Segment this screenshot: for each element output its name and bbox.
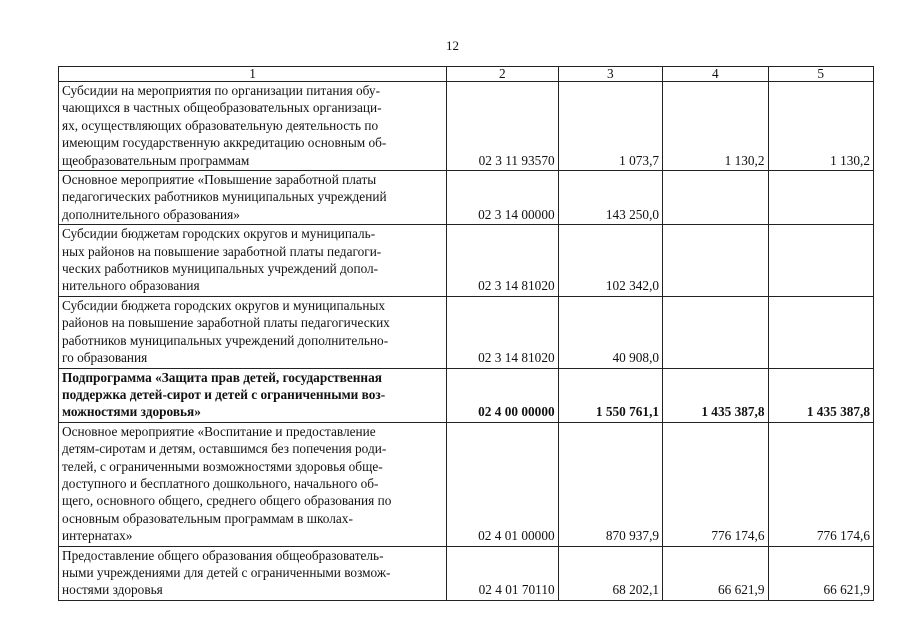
row-value-col4: 66 621,9 — [663, 546, 768, 600]
row-name-cell: Субсидии бюджета городских округов и муниципальных районов на повышение заработной платы педагогических работников муниципальных учреждений дополнительно- го образования — [59, 296, 447, 368]
row-value-col5 — [768, 171, 874, 225]
row-name-cell: Предоставление общего образования общеобразователь- ными учреждениями для детей с ограниченными возмож- ностями здоровья — [59, 546, 447, 600]
row-value-col5 — [768, 296, 874, 368]
column-header-4: 4 — [663, 67, 768, 82]
column-header-2: 2 — [447, 67, 559, 82]
row-value-col3: 40 908,0 — [558, 296, 662, 368]
table-row — [59, 368, 874, 422]
row-value-col5: 776 174,6 — [768, 422, 874, 546]
row-value-col4: 1 435 387,8 — [663, 368, 768, 422]
row-value-col4 — [663, 296, 768, 368]
table-row — [59, 546, 874, 600]
row-code-cell: 02 3 14 00000 — [447, 171, 559, 225]
row-name-cell: Подпрограмма «Защита прав детей, государственная поддержка детей-сирот и детей с ограниченными воз- можностями здоровья» — [59, 368, 447, 422]
table-row — [59, 422, 874, 546]
row-code-cell: 02 3 11 93570 — [447, 82, 559, 171]
row-value-col4: 776 174,6 — [663, 422, 768, 546]
row-code-cell: 02 3 14 81020 — [447, 296, 559, 368]
row-code-cell: 02 4 01 00000 — [447, 422, 559, 546]
row-value-col3: 1 550 761,1 — [558, 368, 662, 422]
row-value-col5: 1 435 387,8 — [768, 368, 874, 422]
row-value-col3: 102 342,0 — [558, 225, 662, 297]
row-code-cell: 02 4 00 00000 — [447, 368, 559, 422]
row-name-cell: Основное мероприятие «Воспитание и предоставление детям-сиротам и детям, оставшимся без попечения роди- телей, с ограниченными возможностями здоровья обще- доступного и бесплатного дошкольного, начального об- щего, основного общего, среднего общего образования по основным образовательным программам в школах- интернатах» — [59, 422, 447, 546]
row-name-cell: Субсидии на мероприятия по организации питания обу- чающихся в частных общеобразовательных организаци- ях, осуществляющих образовательную деятельность по имеющим государственную аккредитацию основным об- щеобразовательным программам — [59, 82, 447, 171]
table-row — [59, 171, 874, 225]
page-number: 12 — [446, 38, 459, 53]
row-code-cell: 02 3 14 81020 — [447, 225, 559, 297]
column-header-3: 3 — [558, 67, 662, 82]
row-value-col5 — [768, 225, 874, 297]
table-row — [59, 296, 874, 368]
row-value-col3: 870 937,9 — [558, 422, 662, 546]
row-value-col3: 68 202,1 — [558, 546, 662, 600]
row-value-col3: 143 250,0 — [558, 171, 662, 225]
column-header-1: 1 — [59, 67, 447, 82]
row-value-col4 — [663, 171, 768, 225]
row-value-col4: 1 130,2 — [663, 82, 768, 171]
row-value-col5: 1 130,2 — [768, 82, 874, 171]
row-code-cell: 02 4 01 70110 — [447, 546, 559, 600]
column-header-5: 5 — [768, 67, 874, 82]
row-name-cell: Основное мероприятие «Повышение заработной платы педагогических работников муниципальных учреждений дополнительного образования» — [59, 171, 447, 225]
row-name-cell: Субсидии бюджетам городских округов и муниципаль- ных районов на повышение заработной платы педагоги- ческих работников муниципальных учреждений допол- нительного образования — [59, 225, 447, 297]
table-row — [59, 82, 874, 171]
row-value-col3: 1 073,7 — [558, 82, 662, 171]
budget-table — [58, 66, 874, 601]
row-value-col4 — [663, 225, 768, 297]
table-row — [59, 225, 874, 297]
row-value-col5: 66 621,9 — [768, 546, 874, 600]
table-header-row — [59, 67, 874, 82]
